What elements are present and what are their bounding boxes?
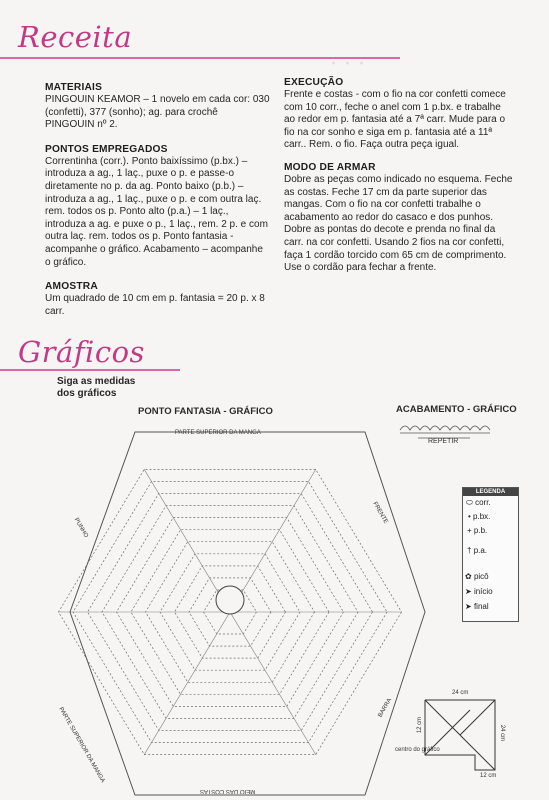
hex-bottom-label: MEIO DAS COSTAS xyxy=(200,788,256,794)
hex-right-lower-label: BARRA xyxy=(377,697,394,719)
acabamento-edging xyxy=(400,426,490,438)
execucao-title: EXECUÇÃO xyxy=(284,77,344,88)
graficos-subtitle-line1: Siga as medidas xyxy=(57,376,136,387)
hexagon-spoke xyxy=(230,612,316,755)
legend-pbx-label: p.bx. xyxy=(473,512,491,521)
pontos-section xyxy=(45,144,270,269)
legend-pbx xyxy=(468,512,490,521)
pontos-title: PONTOS EMPREGADOS xyxy=(45,143,168,155)
amostra-text: Um quadrado de 10 cm em p. fantasia = 20 p. x 8 carr. xyxy=(45,293,265,317)
schema-bottom-dim: 12 cm xyxy=(480,773,497,779)
stitch-ring xyxy=(73,482,387,743)
stitch-ring xyxy=(59,469,402,754)
schema-center-label: centro do gráfico xyxy=(395,747,440,753)
legend-pa-label: p.a. xyxy=(473,546,488,555)
legend-corr xyxy=(466,498,491,508)
hexagon-spokes xyxy=(58,469,402,755)
hex-top-label: PARTE SUPERIOR DA MANGA xyxy=(175,430,261,436)
modo-section xyxy=(284,162,514,275)
plus-icon: + xyxy=(467,526,472,535)
materiais-section xyxy=(45,82,270,132)
stitch-ring xyxy=(88,494,373,731)
hex-right-upper-label: FRENTE xyxy=(371,501,389,525)
stitch-ring xyxy=(160,554,300,670)
dot-icon: • xyxy=(468,512,471,521)
graficos-title: Gráficos xyxy=(18,335,145,369)
pontos-text: Correntinha (corr.). Ponto baixíssimo (p.bx.) – introduza a ag., 1 laç., puxe o p. e passe-o diretamente no p. da ag. Ponto baixo (p.b.) – introduza a ag., 1 laç., puxe o p. e com outra laç. rem. todos os p. Ponto alto (p.a.) – 1 laç., introduza a ag. e puxe o p., 1 laç., rem. 2 p. e com outra laç. rem. todos os p. Ponto fantasia - acompanhe o gráfico. Acabamento – acompanhe o gráfico. xyxy=(45,155,268,268)
amostra-section xyxy=(45,281,270,318)
graficos-subtitle-line2: dos gráficos xyxy=(57,388,117,399)
schema-right-dim: 24 cm xyxy=(499,724,506,742)
left-column xyxy=(45,82,270,318)
page-title: Receita xyxy=(18,20,133,54)
stitch-ring xyxy=(204,590,257,634)
schema-left-dim: 12 cm xyxy=(417,716,424,734)
hexagon-outline xyxy=(70,432,425,795)
materiais-text: PINGOUIN KEAMOR – 1 novelo em cada cor: 030 (confetti), 377 (sonho); ag. para crochê PINGOUIN nº 2. xyxy=(45,94,270,131)
graficos-subtitle xyxy=(57,376,135,400)
stitch-ring xyxy=(146,542,315,683)
stitch-ring xyxy=(189,578,271,646)
oval-icon: ⬭ xyxy=(466,498,473,507)
legend-pb xyxy=(467,526,487,535)
legend-pb-label: p.b. xyxy=(473,526,488,535)
double-crochet-icon: † xyxy=(467,546,472,555)
acabamento-caption: ACABAMENTO - GRÁFICO xyxy=(396,404,517,415)
legend-inicio-label: início xyxy=(473,587,493,596)
execucao-section xyxy=(284,77,514,152)
legend-pico xyxy=(465,572,489,581)
assembly-schema xyxy=(425,700,495,770)
end-arrow-icon: ➤ xyxy=(465,602,472,611)
legend-title: LEGENDA xyxy=(463,488,518,496)
legend-final xyxy=(465,602,489,611)
hexagon-stitch-rings xyxy=(59,469,402,754)
right-column xyxy=(284,77,514,275)
graficos-rule xyxy=(0,369,180,371)
execucao-text: Frente e costas - com o fio na cor confetti comece com 10 corr., feche o anel com 1 p.bx. e trabalhe ao redor em p. fantasia até a 7ª carr. Mude para o fio na cor sonho e siga em p. fantasia até a 11ª carr.. Rem. o fio. Faça outra peça igual. xyxy=(284,89,506,151)
stitch-ring xyxy=(102,506,358,719)
modo-title: MODO DE ARMAR xyxy=(284,161,376,173)
stitch-ring xyxy=(175,566,286,658)
legend-final-label: final xyxy=(473,602,489,611)
schema-top-dim: 24 cm xyxy=(452,690,469,696)
hexagon-spoke xyxy=(144,469,230,612)
stitch-ring xyxy=(131,530,329,695)
watermark-decoration: · · · xyxy=(330,52,365,77)
modo-text: Dobre as peças como indicado no esquema. Feche as costas. Feche 17 cm da parte superior das mangas. Com o fio na cor confetti trabalhe o acabamento ao redor do casaco e dos punhos. Dobre as pontas do decote e prenda no final da carr. na cor confetti. Usando 2 fios na cor confetti, faça 1 cordão torcido com 65 cm de comprimento. Use o cordão para fechar a frente. xyxy=(284,173,513,274)
hexagon-spoke xyxy=(230,469,316,612)
hex-left-upper-label: PUNHO xyxy=(72,517,89,539)
amostra-title: AMOSTRA xyxy=(45,281,98,293)
start-arrow-icon: ➤ xyxy=(465,587,472,596)
hexagon-spoke xyxy=(144,612,230,755)
legend-pico-label: picô xyxy=(473,572,489,581)
legend-pa xyxy=(467,546,487,555)
hex-left-lower-label: PARTE SUPERIOR DA MANGA xyxy=(57,706,106,784)
materiais-title: MATERIAIS xyxy=(45,82,103,93)
legend-corr-label: corr. xyxy=(475,498,491,507)
legend-inicio xyxy=(465,587,493,596)
repetir-label: REPETIR xyxy=(428,438,459,445)
center-ring xyxy=(216,586,244,614)
picot-icon: ✿ xyxy=(465,572,472,581)
stitch-ring xyxy=(117,518,344,707)
ponto-fantasia-caption: PONTO FANTASIA - GRÁFICO xyxy=(138,406,273,417)
